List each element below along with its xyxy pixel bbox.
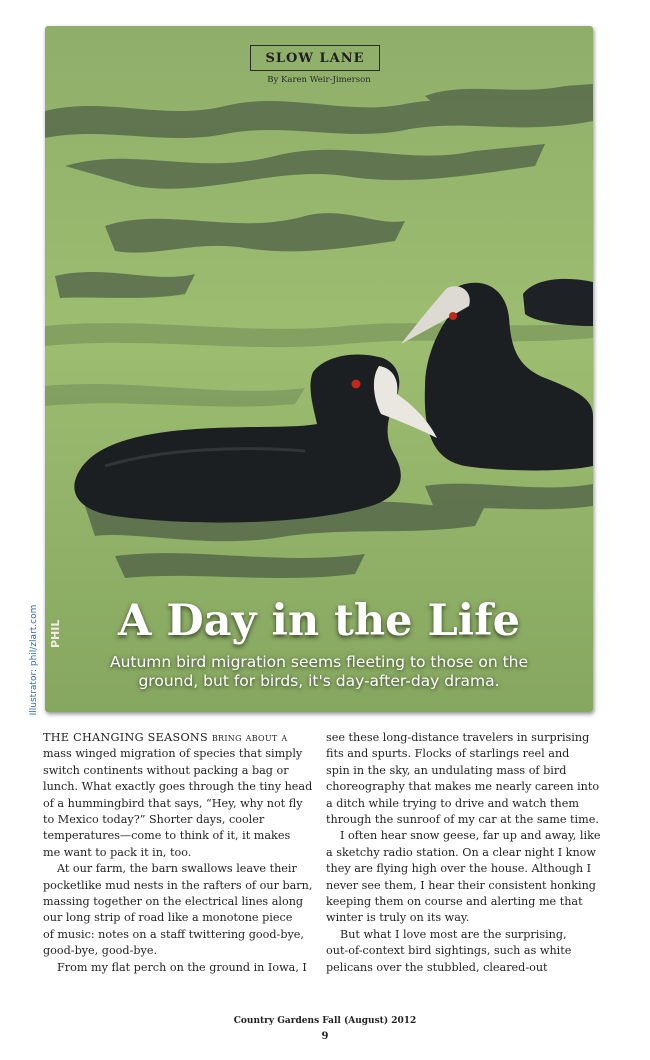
body-line: our long strip of road like a monotone piece (43, 911, 293, 925)
body-line: of music: notes on a staff twittering good-bye, (43, 927, 304, 941)
headline: A Day in the Life (118, 596, 520, 646)
deck (65, 653, 573, 691)
body-line: through the sunroof of my car at the same time. (326, 813, 599, 827)
illustrator-credit (26, 602, 42, 718)
page-number: 9 (321, 1031, 329, 1042)
hero-painting (45, 26, 593, 712)
body-line: At our farm, the barn swallows leave their (57, 862, 297, 876)
body-line: pocketlike mud nests in the rafters of our barn, (43, 878, 313, 892)
body-line (43, 730, 308, 746)
body-line: spin in the sky, an undulating mass of bird (326, 763, 567, 777)
byline: By Karen Weir-Jimerson (267, 75, 371, 85)
body-line: From my flat perch on the ground in Iowa, I (57, 960, 307, 974)
body-line-lead: THE CHANGING SEASONS bring about a (43, 731, 288, 744)
body-line: keeping them on course and alerting me that (326, 895, 583, 909)
body-line: they are flying high over the house. Although I (326, 862, 592, 876)
body-line: lunch. What exactly goes through the tiny head (43, 780, 313, 794)
body-line: good-bye, good-bye. (43, 944, 158, 958)
deck-line-1: Autumn bird migration seems fleeting to those on the (109, 653, 529, 671)
body-line: switch continents without packing a bag or (43, 763, 289, 777)
illustrator-credit-text: Illustrator: phil/zlart.com (29, 604, 39, 716)
body-line: fits and spurts. Flocks of starlings reel and (326, 747, 570, 761)
body-line: choreography that makes me nearly careen into (326, 780, 600, 794)
body-line: a sketchy radio station. On a clear night I know (326, 845, 596, 859)
body-line: never see them, I hear their consistent honking (326, 878, 596, 892)
body-line: see these long-distance travelers in surprising (326, 731, 590, 744)
body-line: pelicans over the stubbled, cleared-out (326, 960, 548, 974)
section-kicker: SLOW LANE (250, 45, 380, 71)
body-line: out-of-context bird sightings, such as white (326, 944, 572, 958)
body-line: temperatures—come to think of it, it makes (43, 829, 291, 843)
body-line: I often hear snow geese, far up and away, like (340, 829, 601, 843)
body-line: mass winged migration of species that simply (43, 747, 303, 761)
body-line: massing together on the electrical lines along (43, 895, 304, 909)
body-line: winter is truly on its way. (326, 911, 470, 925)
painter-signature: PHIL (49, 619, 62, 648)
body-line: to Mexico today?” Shorter days, cooler (43, 813, 265, 827)
body-line: me want to pack it in, too. (43, 845, 192, 859)
body-line: of a hummingbird that says, “Hey, why not fly (43, 796, 303, 810)
body-column-right (326, 730, 601, 976)
deck-line-2: ground, but for birds, it's day-after-day drama. (138, 672, 500, 690)
body-line: a ditch while trying to drive and watch them (326, 796, 579, 810)
body-line: But what I love most are the surprising, (340, 927, 567, 941)
publication-footer: Country Gardens Fall (August) 2012 (233, 1016, 417, 1026)
body-column-left (43, 730, 313, 976)
